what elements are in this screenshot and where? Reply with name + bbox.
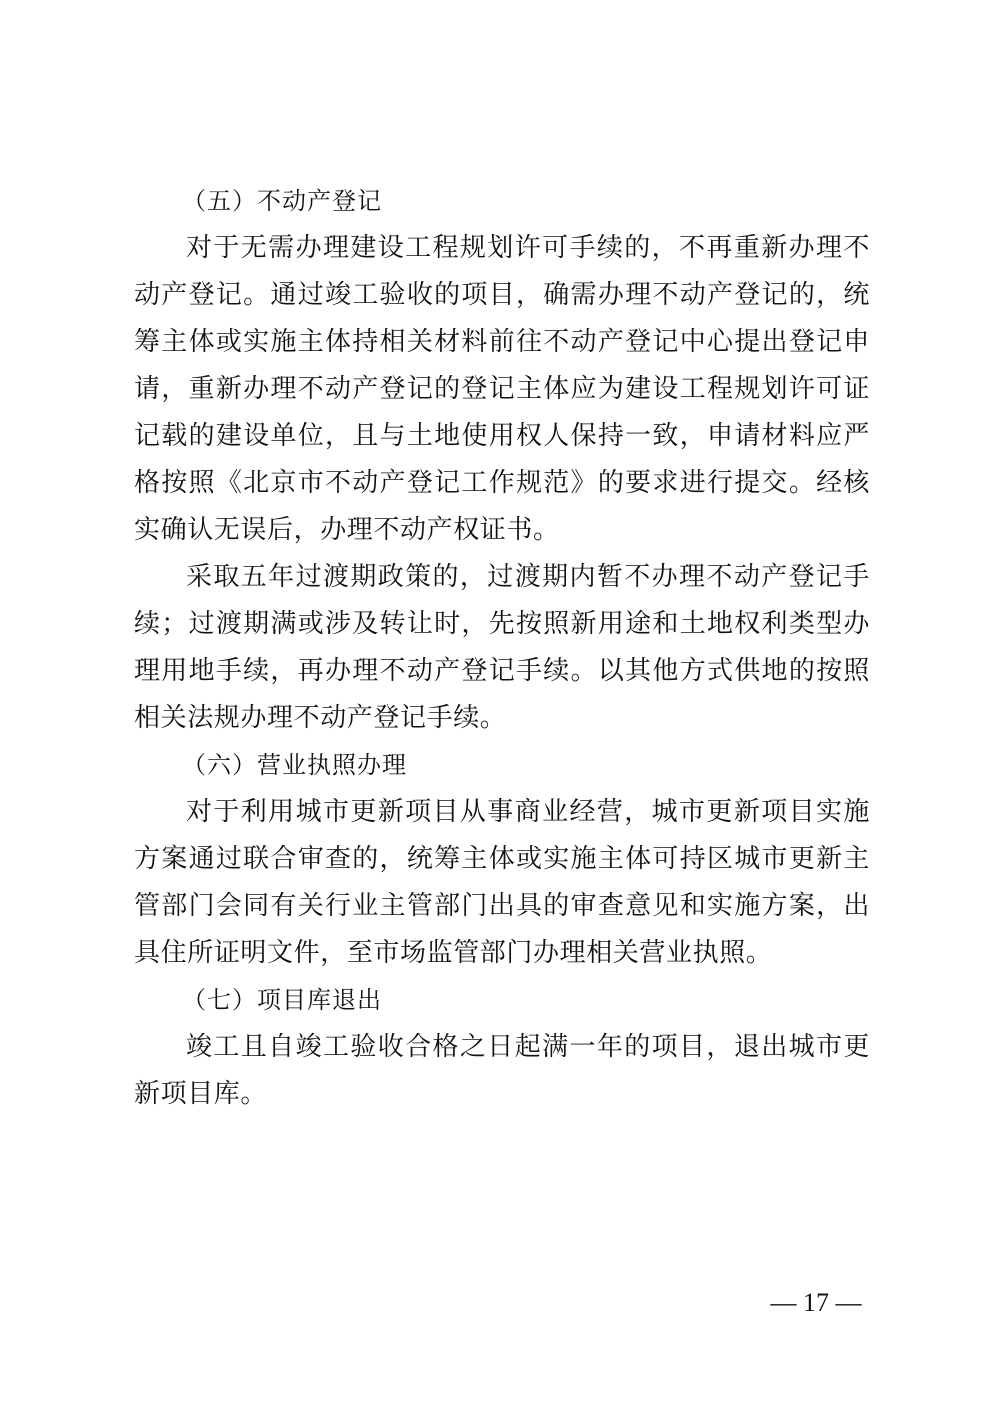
paragraph-5-2: 采取五年过渡期政策的，过渡期内暂不办理不动产登记手续；过渡期满或涉及转让时，先按照新用途和土地权利类型办理用地手续，再办理不动产登记手续。以其他方式供地的按照相关法规办理不动产登记手续。: [134, 562, 870, 733]
paragraph-6-1: 对于利用城市更新项目从事商业经营，城市更新项目实施方案通过联合审查的，统筹主体或实施主体可持区城市更新主管部门会同有关行业主管部门出具的审查意见和实施方案，出具住所证明文件，至市场监管部门办理相关营业执照。: [134, 797, 870, 968]
paragraph-7-1: 竣工且自竣工验收合格之日起满一年的项目，退出城市更新项目库。: [134, 1032, 870, 1109]
section-heading-6: （六）营业执照办理: [182, 751, 407, 779]
section-heading-5: （五）不动产登记: [182, 187, 382, 215]
page-number: — 17 —: [770, 1288, 862, 1317]
section-heading-7: （七）项目库退出: [182, 986, 382, 1014]
paragraph-5-1: 对于无需办理建设工程规划许可手续的，不再重新办理不动产登记。通过竣工验收的项目，确需办理不动产登记的，统筹主体或实施主体持相关材料前往不动产登记中心提出登记申请，重新办理不动产登记的登记主体应为建设工程规划许可证记载的建设单位，且与土地使用权人保持一致，申请材料应严格按照《北京市不动产登记工作规范》的要求进行提交。经核实确认无误后，办理不动产权证书。: [134, 233, 870, 545]
document-body: [134, 178, 870, 1118]
